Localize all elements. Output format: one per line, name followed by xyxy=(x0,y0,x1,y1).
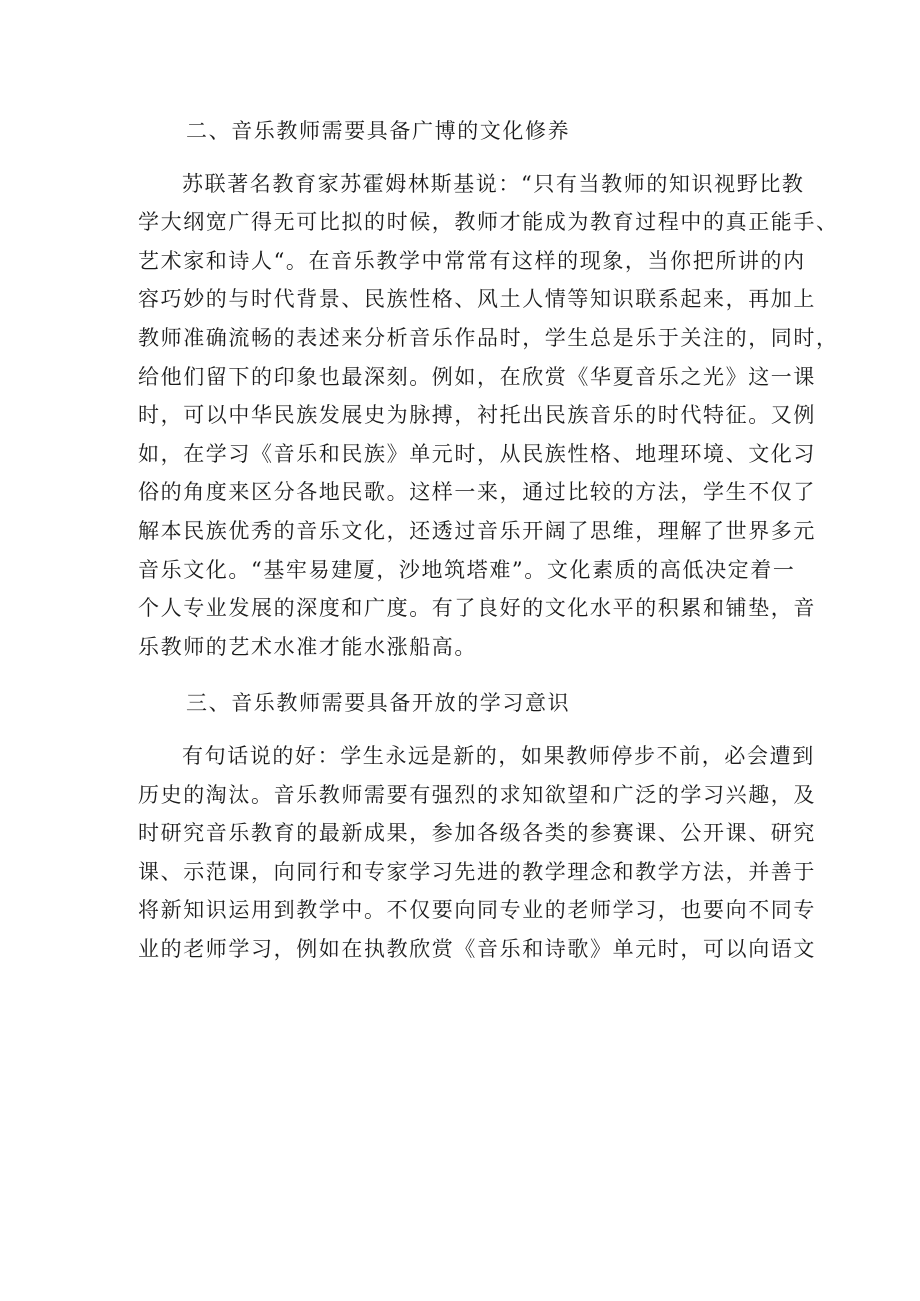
paragraph-line: 乐教师的艺术水准才能水涨船高。 xyxy=(138,634,477,659)
paragraph-line: 业的老师学习，例如在执教欣赏《音乐和诗歌》单元时，可以向语文 xyxy=(138,936,816,961)
paragraph-line: 将新知识运用到教学中。不仅要向同专业的老师学习，也要向不同专 xyxy=(138,898,816,923)
spacer xyxy=(138,723,783,737)
paragraph-line: 个人专业发展的深度和广度。有了良好的文化水平的积累和铺垫，音 xyxy=(138,596,816,621)
spacer xyxy=(138,151,783,165)
section-heading-2: 二、音乐教师需要具备广博的文化修养 xyxy=(186,119,571,143)
document-body xyxy=(138,112,839,968)
section-3-paragraph xyxy=(138,737,816,969)
paragraph-line: 容巧妙的与时代背景、民族性格、风土人情等知识联系起来，再加上 xyxy=(138,287,816,312)
spacer xyxy=(138,666,783,684)
paragraph-line: 音乐文化。“基牢易建厦，沙地筑塔难”。文化素质的高低决定着一 xyxy=(138,557,796,582)
paragraph-line: 苏联著名教育家苏霍姆林斯基说：“只有当教师的知识视野比教 xyxy=(182,171,805,196)
paragraph-line: 时研究音乐教育的最新成果，参加各级各类的参赛课、公开课、研究 xyxy=(138,821,816,846)
paragraph-line: 有句话说的好：学生永远是新的，如果教师停步不前，必会遭到 xyxy=(182,743,815,768)
section-2-paragraph xyxy=(138,165,839,667)
paragraph-line: 给他们留下的印象也最深刻。例如，在欣赏《华夏音乐之光》这一课 xyxy=(138,364,816,389)
section-heading-3: 三、音乐教师需要具备开放的学习意识 xyxy=(186,691,571,716)
paragraph-line: 如，在学习《音乐和民族》单元时，从民族性格、地理环境、文化习 xyxy=(138,441,816,466)
paragraph-line: 艺术家和诗人“。在音乐教学中常常有这样的现象，当你把所讲的内 xyxy=(138,248,806,273)
paragraph-line: 俗的角度来区分各地民歌。这样一来，通过比较的方法，学生不仅了 xyxy=(138,480,816,505)
paragraph-line: 历史的淘汰。音乐教师需要有强烈的求知欲望和广泛的学习兴趣，及 xyxy=(138,782,816,807)
paragraph-line: 时，可以中华民族发展史为脉搏，衬托出民族音乐的时代特征。又例 xyxy=(138,403,816,428)
paragraph-line: 课、示范课，向同行和专家学习先进的教学理念和教学方法，并善于 xyxy=(138,859,816,884)
paragraph-line: 教师准确流畅的表述来分析音乐作品时，学生总是乐于关注的，同时， xyxy=(138,325,839,350)
paragraph-line: 解本民族优秀的音乐文化，还透过音乐开阔了思维，理解了世界多元 xyxy=(138,518,816,543)
paragraph-line: 学大纲宽广得无可比拟的时候，教师才能成为教育过程中的真正能手、 xyxy=(138,210,839,235)
